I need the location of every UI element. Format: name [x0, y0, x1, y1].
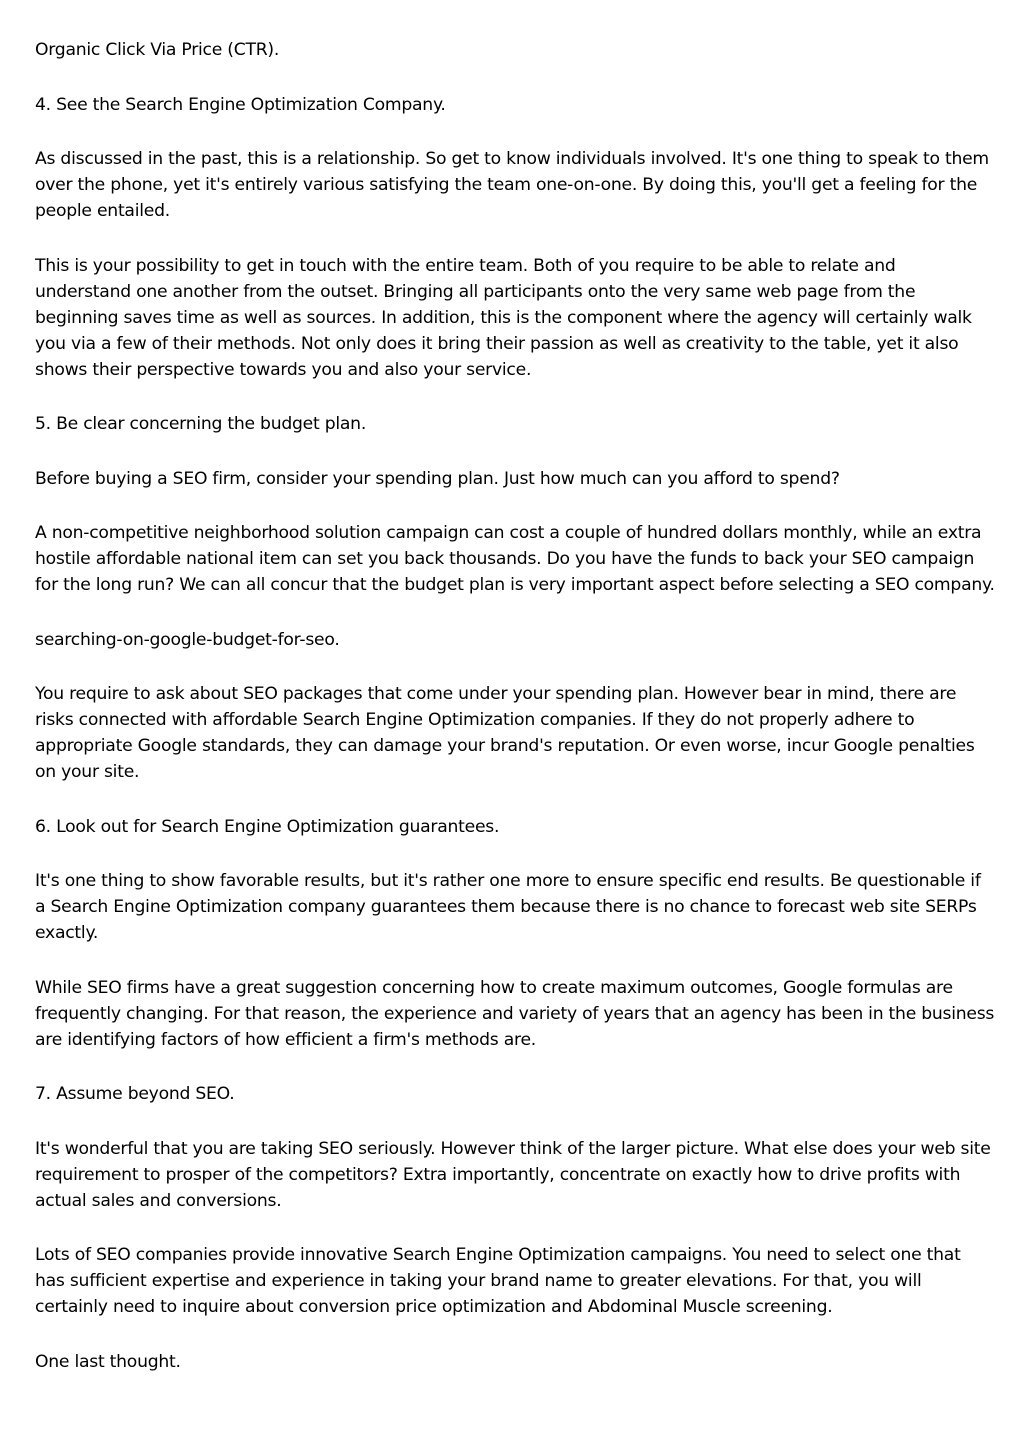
paragraph-campaign-cost: A non-competitive neighborhood solution campaign can cost a couple of hundred dollars monthly, while an extra hostile affordable national item can set you back thousands. Do you have the funds to back your SEO campaign for the long run? We can all concur that the budget plan is very important aspect before selecting a SEO company. [35, 523, 995, 595]
paragraph-expertise: Lots of SEO companies provide innovative Search Engine Optimization campaigns. You need to select one that has sufficient expertise and experience in taking your brand name to greater elevations. For that, you will certainly need to inquire about conversion price optimization and Abdominal Muscle screening. [35, 1245, 961, 1317]
paragraph-last-thought: One last thought. [35, 1351, 181, 1372]
paragraph-spending-plan: Before buying a SEO firm, consider your spending plan. Just how much can you afford to spend? [35, 468, 840, 489]
paragraph-formulas: While SEO firms have a great suggestion concerning how to create maximum outcomes, Google formulas are frequently changing. For that reason, the experience and variety of years that an agency has been in the business are identifying factors of how efficient a firm's methods are. [35, 977, 995, 1050]
paragraph-meet-team: This is your possibility to get in touch with the entire team. Both of you require to be able to relate and understand one another from the outset. Bringing all participants onto the very same web page from the beginning saves time as well as sources. In addition, this is the component where the agency will certainly walk you via a few of their methods. Not only does it bring their passion as well as creativity to the table, yet it also shows their perspective towards you and also your service. [35, 255, 972, 380]
heading-see-company: 4. See the Search Engine Optimization Company. [35, 94, 446, 115]
paragraph-bigger-picture: It's wonderful that you are taking SEO seriously. However think of the larger picture. What else does your web site requirement to prosper of the competitors? Extra importantly, concentrate on exactly how to drive profits with actual sales and conversions. [35, 1138, 991, 1211]
heading-guarantees: 6. Look out for Search Engine Optimization guarantees. [35, 816, 500, 837]
paragraph-image-caption: searching-on-google-budget-for-seo. [35, 629, 340, 650]
paragraph-ctr: Organic Click Via Price (CTR). [35, 40, 280, 60]
paragraph-packages: You require to ask about SEO packages that come under your spending plan. However bear in mind, there are risks connected with affordable Search Engine Optimization companies. If they do not properly adhere to appropriate Google standards, they can damage your brand's reputation. Or even worse, incur Google penalties on your site. [35, 684, 975, 782]
heading-budget: 5. Be clear concerning the budget plan. [35, 414, 367, 434]
paragraph-relationship: As discussed in the past, this is a relationship. So get to know individuals involved. It's one thing to speak to them over the phone, yet it's entirely various satisfying the team one-on-one. By doing this, you'll get a feeling for the people entailed. [35, 149, 989, 221]
paragraph-results: It's one thing to show favorable results, but it's rather one more to ensure specific end results. Be questionable if a Search Engine Optimization company guarantees them because there is no chance to forecast web site SERPs exactly. [35, 871, 981, 943]
document-body [35, 37, 995, 1403]
heading-beyond-seo: 7. Assume beyond SEO. [35, 1084, 235, 1104]
